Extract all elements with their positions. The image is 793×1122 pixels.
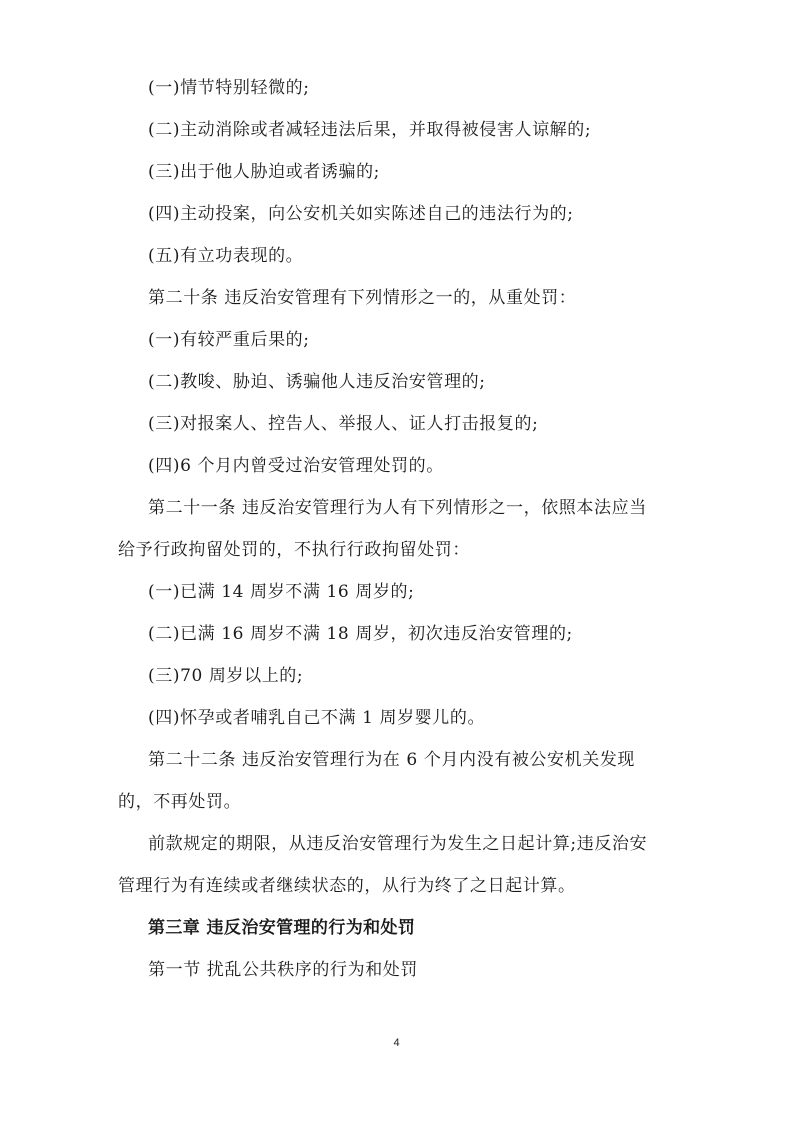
text-line: 前款规定的期限，从违反治安管理行为发生之日起计算;违反治安	[148, 834, 648, 854]
text-line: (三)出于他人胁迫或者诱骗的;	[148, 162, 380, 182]
text-line: 的，不再处罚。	[118, 792, 242, 812]
section-heading: 第一节 扰乱公共秩序的行为和处罚	[148, 960, 419, 980]
text-line: (一)有较严重后果的;	[148, 330, 310, 350]
chapter-heading: 第三章 违反治安管理的行为和处罚	[148, 918, 416, 938]
page-number: 4	[393, 1037, 400, 1049]
text-line: (三)70 周岁以上的;	[148, 666, 304, 686]
text-line: (二)已满 16 周岁不满 18 周岁，初次违反治安管理的;	[148, 624, 573, 644]
text-line: (五)有立功表现的。	[148, 246, 304, 266]
text-line: (三)对报案人、控告人、举报人、证人打击报复的;	[148, 414, 539, 434]
text-line: 给予行政拘留处罚的，不执行行政拘留处罚：	[118, 540, 470, 560]
text-line: (四)6 个月内曾受过治安管理处罚的。	[148, 456, 444, 476]
text-line: 管理行为有连续或者继续状态的，从行为终了之日起计算。	[118, 876, 576, 896]
text-line: (四)怀孕或者哺乳自己不满 1 周岁婴儿的。	[148, 708, 486, 728]
text-line: (二)教唆、胁迫、诱骗他人违反治安管理的;	[148, 372, 486, 392]
text-line: (四)主动投案，向公安机关如实陈述自己的违法行为的;	[148, 204, 574, 224]
text-line: (二)主动消除或者减轻违法后果，并取得被侵害人谅解的;	[148, 120, 592, 140]
text-line: (一)情节特别轻微的;	[148, 78, 310, 98]
article-line: 第二十条 违反治安管理有下列情形之一的，从重处罚：	[148, 288, 577, 308]
article-line: 第二十一条 违反治安管理行为人有下列情形之一，依照本法应当	[148, 498, 647, 518]
article-line: 第二十二条 违反治安管理行为在 6 个月内没有被公安机关发现	[148, 750, 636, 770]
text-line: (一)已满 14 周岁不满 16 周岁的;	[148, 582, 415, 602]
